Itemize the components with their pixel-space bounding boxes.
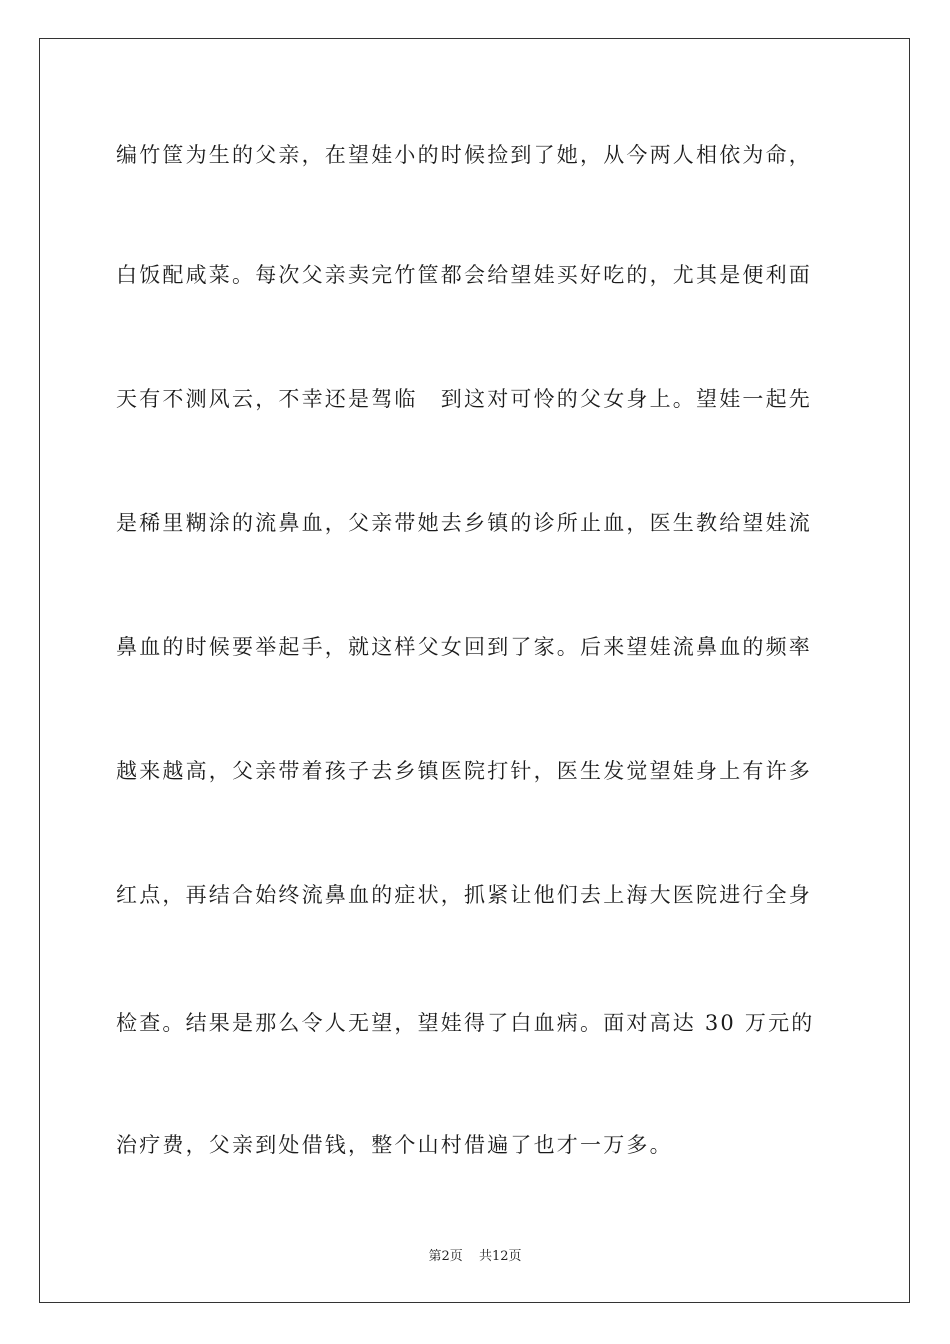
text-line-1: 编竹筐为生的父亲，在望娃小的时候捡到了她，从今两人相依为命， bbox=[116, 143, 812, 167]
text-line-8: 检查。结果是那么令人无望，望娃得了白血病。面对高达 30 万元的 bbox=[116, 1011, 815, 1035]
page-footer bbox=[0, 1248, 950, 1266]
page-border bbox=[39, 38, 910, 1303]
text-line-6: 越来越高，父亲带着孩子去乡镇医院打针，医生发觉望娃身上有许多 bbox=[116, 759, 812, 783]
page-total: 共12页 bbox=[478, 1249, 522, 1264]
text-line-5: 鼻血的时候要举起手，就这样父女回到了家。后来望娃流鼻血的频率 bbox=[116, 635, 812, 659]
text-line-7: 红点，再结合始终流鼻血的症状，抓紧让他们去上海大医院进行全身 bbox=[116, 883, 812, 907]
page-number: 第2页 bbox=[428, 1249, 463, 1264]
text-line-3: 天有不测风云，不幸还是驾临 到这对可怜的父女身上。望娃一起先 bbox=[116, 387, 812, 411]
text-line-9: 治疗费，父亲到处借钱，整个山村借遍了也才一万多。 bbox=[116, 1133, 673, 1157]
text-line-2: 白饭配咸菜。每次父亲卖完竹筐都会给望娃买好吃的，尤其是便利面 bbox=[116, 263, 812, 287]
text-line-4: 是稀里糊涂的流鼻血，父亲带她去乡镇的诊所止血，医生教给望娃流 bbox=[116, 511, 812, 535]
